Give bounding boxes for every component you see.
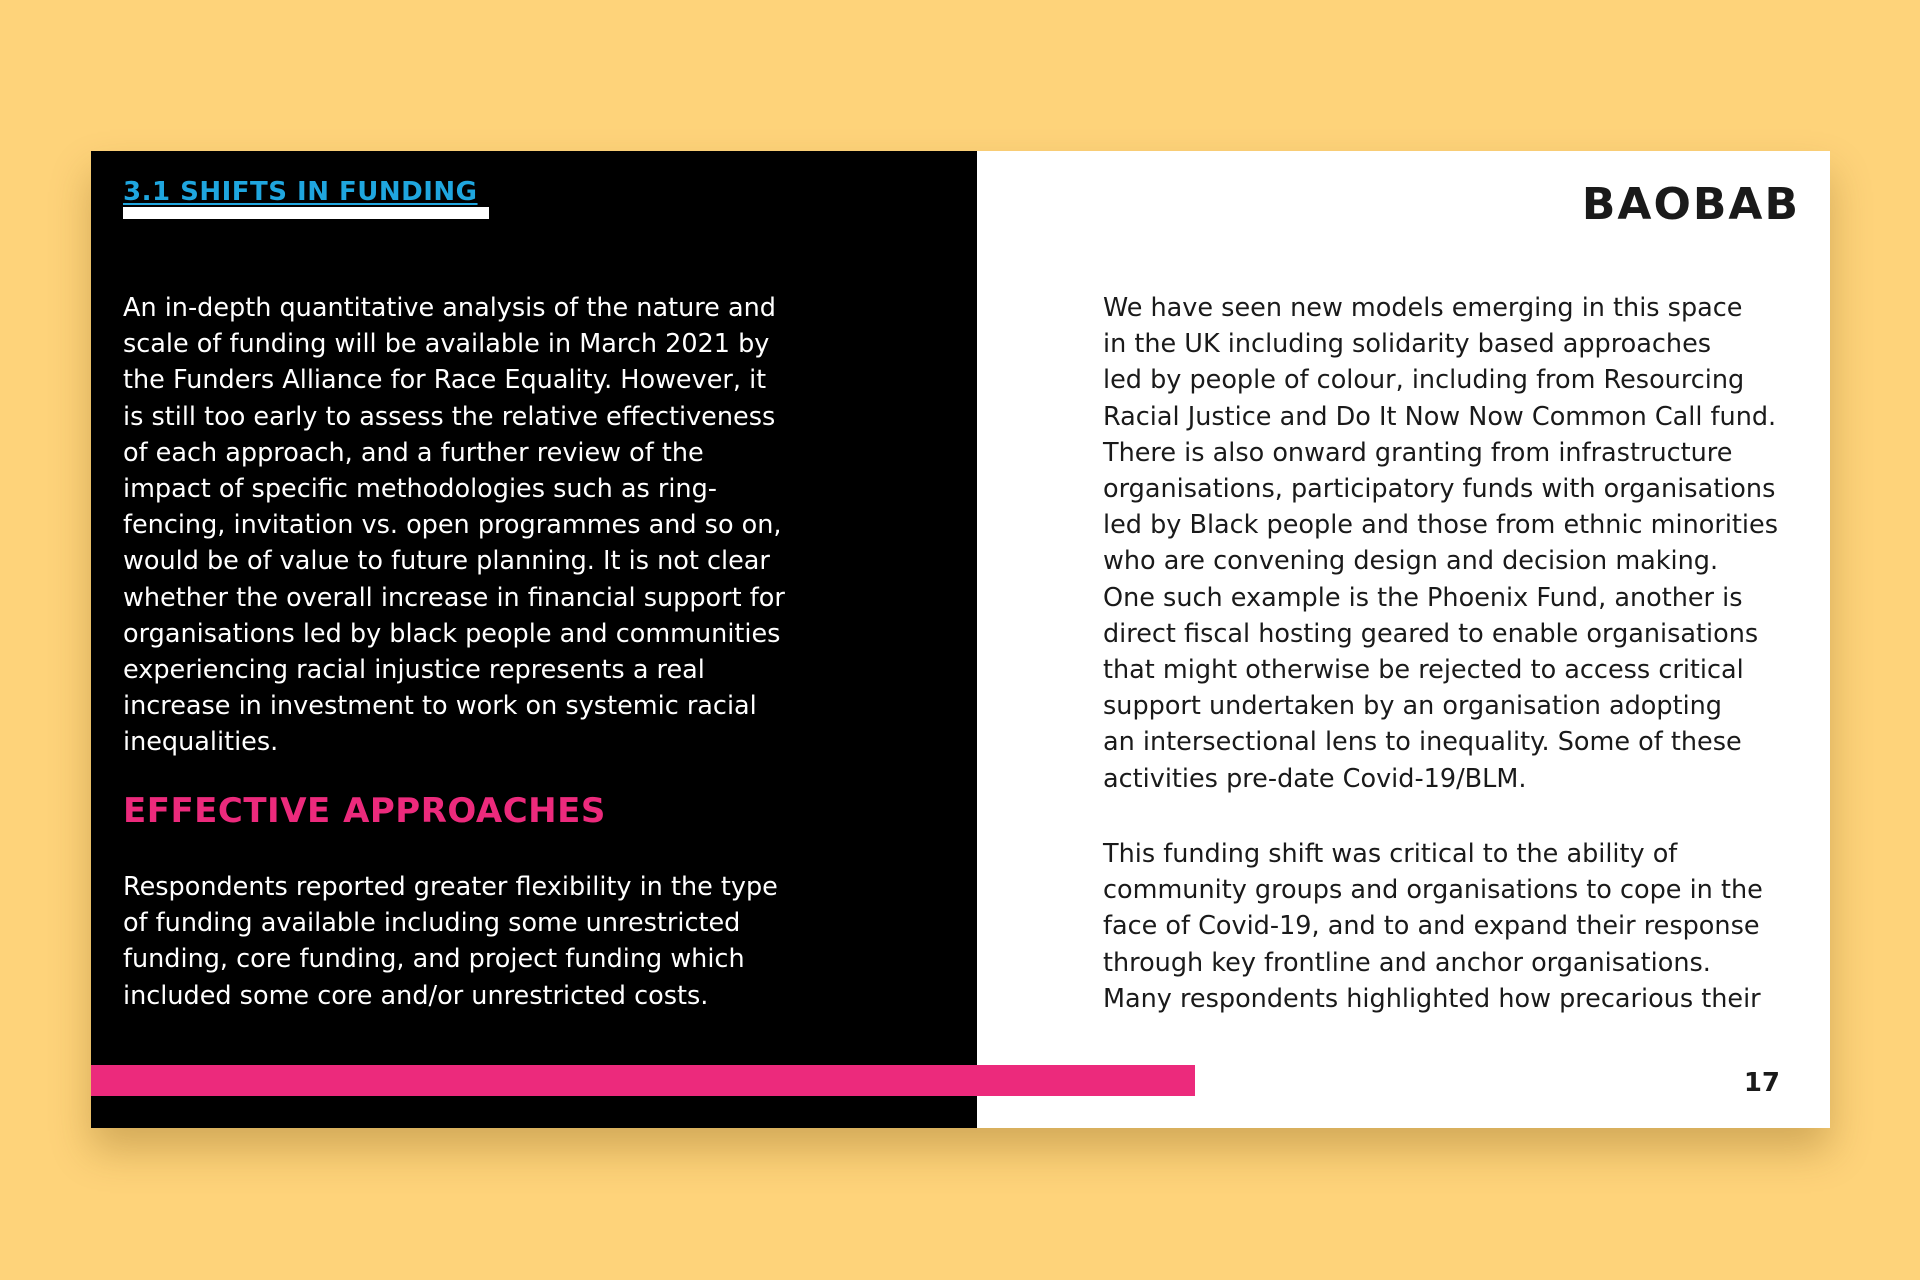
text-line: Respondents reported greater flexibility in the type [123, 872, 778, 902]
left-paragraph-2 [123, 869, 823, 1014]
text-line: funding, core funding, and project funding which [123, 944, 745, 975]
text-line: impact of specific methodologies such as ring- [123, 474, 717, 505]
text-line: activities pre-date Covid-19/BLM. [1103, 763, 1527, 794]
text-line: would be of value to future planning. It is not clear [123, 546, 770, 577]
text-line: Many respondents highlighted how precarious their [1103, 983, 1761, 1014]
pink-accent-bar [91, 1065, 1195, 1096]
right-page [977, 151, 1830, 1128]
text-line: is still too early to assess the relative effectiveness [123, 401, 776, 432]
text-line: who are convening design and decision making. [1103, 546, 1719, 577]
left-page [91, 151, 977, 1128]
text-line: This funding shift was critical to the ability of [1103, 839, 1678, 869]
text-line: experiencing racial injustice represents a real [123, 655, 705, 686]
text-line: the Funders Alliance for Race Equality. However, it [123, 365, 767, 396]
text-line: led by people of colour, including from Resourcing [1103, 365, 1745, 396]
text-line: of funding available including some unrestricted [123, 908, 741, 939]
text-line: An in-depth quantitative analysis of the nature and [123, 293, 776, 323]
subheading-effective-approaches: EFFECTIVE APPROACHES [123, 791, 606, 831]
left-paragraph-1 [123, 290, 823, 761]
baobab-logo: BAOBAB [1581, 179, 1800, 230]
text-line: We have seen new models emerging in this space [1103, 293, 1743, 323]
title-underline-bar [123, 207, 489, 219]
text-line: One such example is the Phoenix Fund, another is [1103, 582, 1743, 613]
text-line: through key frontline and anchor organisations. [1103, 947, 1711, 978]
text-line: organisations, participatory funds with organisations [1103, 474, 1776, 505]
right-paragraph-2 [1103, 836, 1803, 1017]
text-line: scale of funding will be available in March 2021 by [123, 329, 770, 360]
right-paragraph-1 [1103, 290, 1803, 797]
text-line: Racial Justice and Do It Now Now Common Call fund. [1103, 401, 1777, 432]
text-line: direct fiscal hosting geared to enable organisations [1103, 618, 1759, 649]
text-line: organisations led by black people and communities [123, 618, 781, 649]
page-number: 17 [1743, 1068, 1780, 1098]
text-line: inequalities. [123, 727, 279, 758]
text-line: led by Black people and those from ethnic minorities [1103, 510, 1778, 541]
section-title: 3.1 SHIFTS IN FUNDING [123, 177, 478, 207]
text-line: face of Covid-19, and to and expand their response [1103, 911, 1760, 942]
text-line: fencing, invitation vs. open programmes and so on, [123, 510, 782, 541]
text-line: increase in investment to work on systemic racial [123, 691, 757, 722]
document-spread [91, 151, 1830, 1128]
text-line: in the UK including solidarity based approaches [1103, 329, 1712, 360]
text-line: included some core and/or unrestricted costs. [123, 980, 709, 1011]
text-line: There is also onward granting from infrastructure [1103, 437, 1733, 468]
text-line: an intersectional lens to inequality. Some of these [1103, 727, 1742, 758]
text-line: that might otherwise be rejected to access critical [1103, 655, 1744, 686]
text-line: community groups and organisations to cope in the [1103, 875, 1763, 906]
text-line: support undertaken by an organisation adopting [1103, 691, 1722, 722]
text-line: of each approach, and a further review of the [123, 437, 704, 468]
text-line: whether the overall increase in financial support for [123, 582, 785, 613]
